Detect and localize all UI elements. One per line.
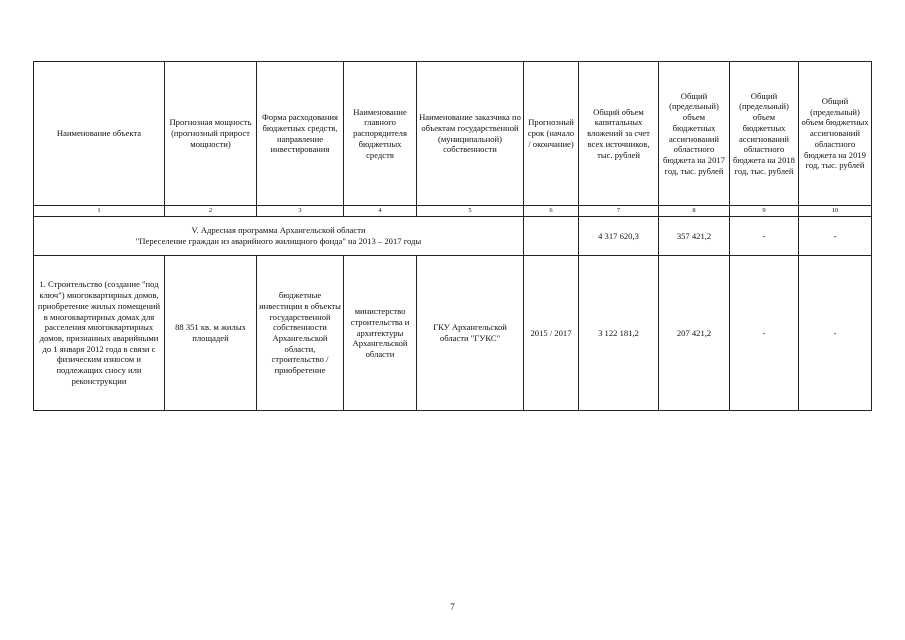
column-number: 9 — [730, 206, 799, 217]
header-budget-2018: Общий (предельный) объем бюджетных ассигнований областного бюджета на 2018 год, тыс. рублей — [730, 62, 799, 206]
column-number: 6 — [524, 206, 579, 217]
column-number: 7 — [579, 206, 659, 217]
header-total-investment: Общий объем капитальных вложений за счет всех источников, тыс. рублей — [579, 62, 659, 206]
table-row — [34, 256, 872, 411]
section-title-cell — [34, 217, 524, 256]
section-term-cell — [524, 217, 579, 256]
object-budget-2019: - — [799, 256, 872, 411]
header-budget-2017: Общий (предельный) объем бюджетных ассигнований областного бюджета на 2017 год, тыс. рублей — [659, 62, 730, 206]
object-term: 2015 / 2017 — [524, 256, 579, 411]
section-budget-2017: 357 421,2 — [659, 217, 730, 256]
column-number: 2 — [165, 206, 257, 217]
column-number-row — [34, 206, 872, 217]
object-customer: ГКУ Архангельской области "ГУКС" — [417, 256, 524, 411]
budget-table — [33, 61, 872, 411]
object-total: 3 122 181,2 — [579, 256, 659, 411]
column-number: 8 — [659, 206, 730, 217]
section-row — [34, 217, 872, 256]
column-number: 10 — [799, 206, 872, 217]
header-object-name: Наименование объекта — [34, 62, 165, 206]
section-subtitle: "Переселение граждан из аварийного жилищного фонда" на 2013 – 2017 годы — [135, 236, 422, 246]
column-number: 5 — [417, 206, 524, 217]
section-budget-2018: - — [730, 217, 799, 256]
object-spending-form: бюджетные инвестиции в объекты государственной собственности Архангельской области, строительство / приобретение — [257, 256, 344, 411]
section-budget-2019: - — [799, 217, 872, 256]
header-capacity: Прогнозная мощность (прогнозный прирост мощности) — [165, 62, 257, 206]
object-budget-manager: министерство строительства и архитектуры Архангельской области — [344, 256, 417, 411]
column-number: 1 — [34, 206, 165, 217]
header-customer: Наименование заказчика по объектам государственной (муниципальной) собственности — [417, 62, 524, 206]
object-budget-2017: 207 421,2 — [659, 256, 730, 411]
column-number: 3 — [257, 206, 344, 217]
page-number: 7 — [450, 602, 455, 612]
section-total: 4 317 620,3 — [579, 217, 659, 256]
header-term: Прогнозный срок (начало / окончание) — [524, 62, 579, 206]
section-title: V. Адресная программа Архангельской области — [191, 225, 366, 236]
header-budget-2019: Общий (предельный) объем бюджетных ассигнований областного бюджета на 2019 год, тыс. рублей — [799, 62, 872, 206]
header-spending-form: Форма расходования бюджетных средств, направление инвестирования — [257, 62, 344, 206]
object-name: 1. Строительство (создание "под ключ") многоквартирных домов, приобретение жилых помещений в многоквартирных домах для расселения многоквартирных домов, признанных аварийными до 1 января 2012 года в связи с физическим износом и подлежащих сносу или реконструкции — [34, 256, 165, 411]
object-capacity: 88 351 кв. м жилых площадей — [165, 256, 257, 411]
column-number: 4 — [344, 206, 417, 217]
header-row — [34, 62, 872, 206]
object-budget-2018: - — [730, 256, 799, 411]
header-budget-manager: Наименование главного распорядителя бюджетных средств — [344, 62, 417, 206]
